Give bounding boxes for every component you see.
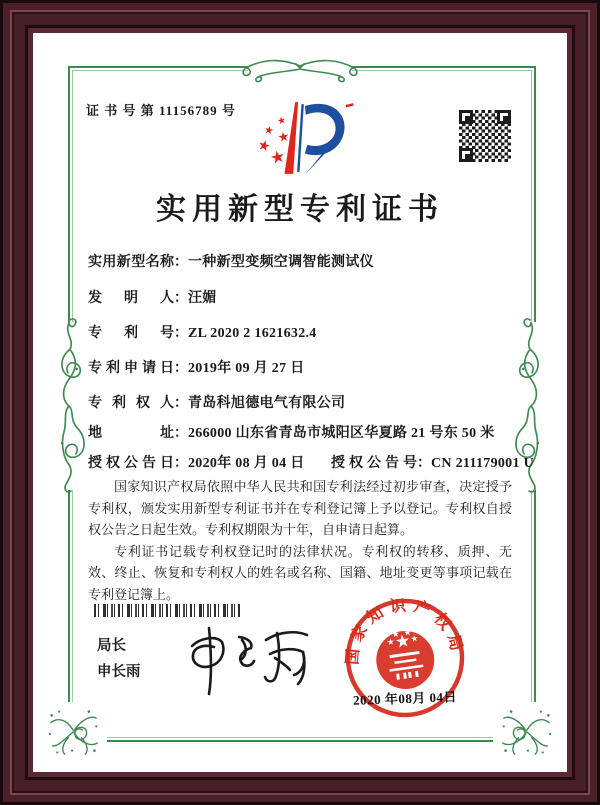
cnipa-logo-icon xyxy=(237,94,363,182)
field-address xyxy=(88,422,518,442)
field-label: 实用新型名称 xyxy=(88,255,174,270)
flourish-left-icon xyxy=(51,318,87,494)
qr-finder-icon xyxy=(459,110,473,124)
field-label: 授权公告号 xyxy=(331,456,417,471)
colon: ： xyxy=(417,456,431,471)
colon: ： xyxy=(174,396,188,411)
qr-code xyxy=(457,108,513,164)
field-label: 发明人 xyxy=(88,291,174,306)
legal-text xyxy=(88,476,512,605)
field-label: 授权公告日 xyxy=(88,456,174,471)
field-value: CN 211179001 U xyxy=(431,456,534,471)
field-value: 2019年 09 月 27 日 xyxy=(188,361,305,376)
director-name: 申长雨 xyxy=(97,664,141,680)
field-filing-date xyxy=(88,357,518,377)
field-patent-number xyxy=(88,322,518,342)
field-label: 专利权人 xyxy=(88,396,174,411)
director-title: 局长 xyxy=(97,638,126,654)
field-value: 汪媚 xyxy=(188,291,217,306)
field-grant-row xyxy=(88,452,534,472)
colon: ： xyxy=(174,426,188,441)
national-emblem-icon xyxy=(372,626,438,693)
qr-modules xyxy=(459,110,511,162)
field-value: ZL 2020 2 1621632.4 xyxy=(188,326,317,341)
qr-finder-icon xyxy=(459,148,473,162)
certificate-number: 证 书 号 第 11156789 号 xyxy=(86,103,236,118)
seal-text: 国家知识产权局 xyxy=(344,597,466,666)
field-patentee xyxy=(88,392,518,412)
field-label: 专利申请日 xyxy=(88,361,174,376)
field-value: 266000 山东省青岛市城阳区华夏路 21 号东 50 米 xyxy=(188,426,495,441)
seal-date: 2020 年08月 04日 xyxy=(352,689,458,708)
flourish-corner-right-icon xyxy=(496,706,556,758)
field-utility-model-name xyxy=(88,251,518,271)
signature xyxy=(180,616,320,701)
certificate-title: 实用新型专利证书 xyxy=(156,193,444,226)
field-label: 地址 xyxy=(88,426,174,441)
body-paragraph-2: 专利证书记载专利权登记时的法律状况。专利权的转移、质押、无效、终止、恢复和专利权人的姓名或名称、国籍、地址变更等事项记载在专利登记簿上。 xyxy=(88,543,512,602)
flourish-corner-left-icon xyxy=(44,706,104,758)
colon: ： xyxy=(174,361,188,376)
field-grant-number xyxy=(331,452,534,472)
colon: ： xyxy=(174,291,188,306)
colon: ： xyxy=(174,326,188,341)
field-inventor xyxy=(88,287,518,307)
colon: ： xyxy=(174,255,188,270)
flourish-top-icon xyxy=(238,53,362,83)
field-value: 青岛科旭德电气有限公司 xyxy=(188,396,346,411)
field-label: 专利号 xyxy=(88,326,174,341)
field-value: 2020年 08 月 04 日 xyxy=(188,456,305,471)
field-value: 一种新型变频空调智能测试仪 xyxy=(188,255,374,270)
qr-finder-icon xyxy=(497,110,511,124)
body-paragraph-1: 国家知识产权局依照中华人民共和国专利法经过初步审查，决定授予专利权，颁发实用新型专利证书并在专利登记簿上予以登记。专利权自授权公告之日起生效。专利权期限为十年，自申请日起算。 xyxy=(88,479,512,537)
colon: ： xyxy=(174,456,188,471)
